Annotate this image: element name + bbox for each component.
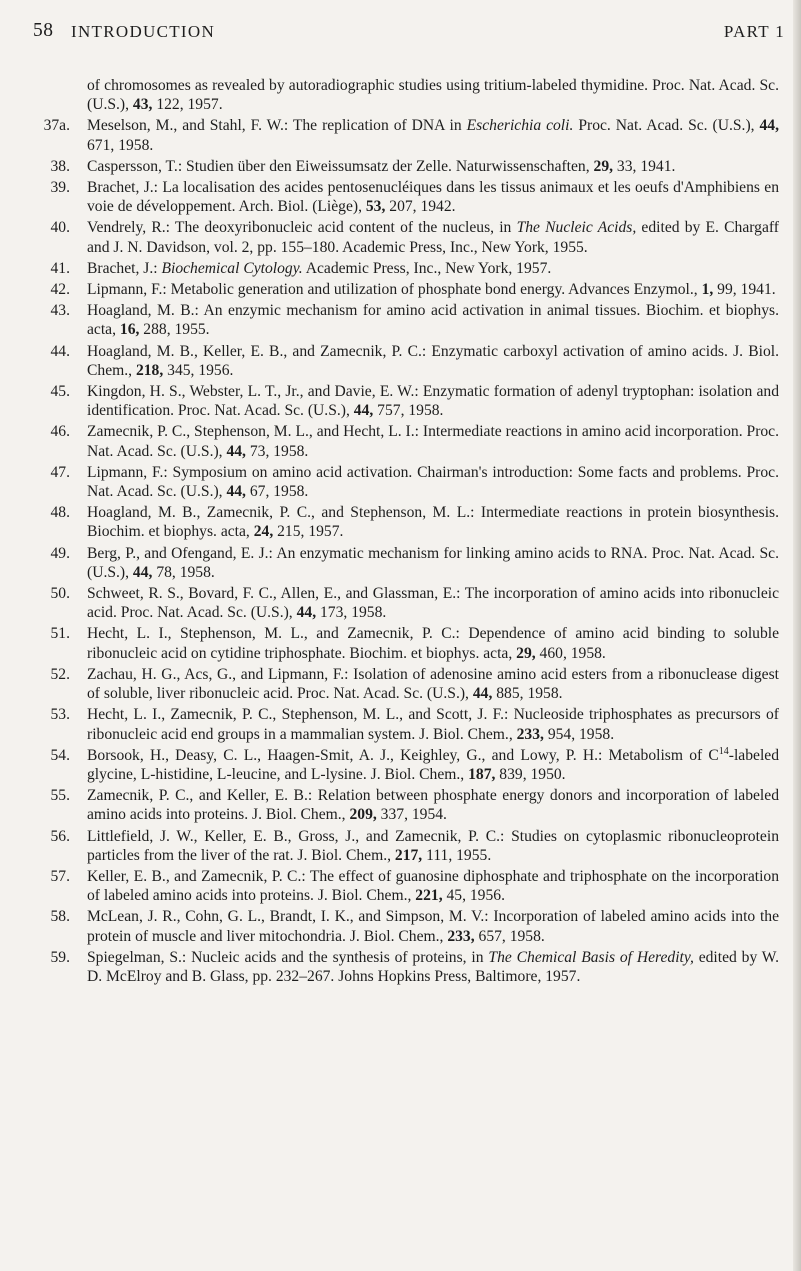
reference-text: Academic Press, Inc., New York, 1957. xyxy=(302,259,552,277)
reference-text: Zamecnik, P. C., and Keller, E. B.: Relation between phosphate energy donors and incorporation of labeled amino acids into proteins. J. Biol. Chem., xyxy=(87,787,779,824)
volume-number: 209, xyxy=(349,806,377,824)
reference-text: Brachet, J.: La localisation des acides pentosenucléiques dans les tissus animaux et les oeufs d'Amphibiens en voie de développement. Arch. Biol. (Liège), xyxy=(87,179,779,216)
reference-text: Meselson, M., and Stahl, F. W.: The replication of DNA in xyxy=(87,117,467,135)
reference-entry xyxy=(0,76,801,114)
reference-text: Spiegelman, S.: Nucleic acids and the synthesis of proteins, in xyxy=(87,948,489,966)
reference-entry xyxy=(0,301,801,339)
reference-number: 55. xyxy=(50,787,70,805)
volume-number: 44, xyxy=(226,483,246,501)
reference-text: 67, 1958. xyxy=(245,483,309,501)
reference-number: 47. xyxy=(50,463,70,481)
italic-title: The Chemical Basis of Heredity, xyxy=(488,948,694,966)
running-header xyxy=(33,20,789,50)
volume-number: 44, xyxy=(296,604,317,622)
reference-entry xyxy=(0,463,801,501)
reference-text: Zamecnik, P. C., Stephenson, M. L., and Hecht, L. I.: Intermediate reactions in amino acid incorporation. Proc. Nat. Acad. Sc. (U.S.), xyxy=(87,423,779,460)
reference-text: Hecht, L. I., Zamecnik, P. C., Stephenson, M. L., and Scott, J. F.: Nucleoside triphosphates as precursors of ribonucleic acid end groups in a mammalian system. J. Biol. Chem., xyxy=(87,706,779,743)
italic-title: Biochemical Cytology. xyxy=(161,259,303,277)
reference-entry xyxy=(0,867,801,905)
page-edge-shadow xyxy=(793,0,801,1271)
reference-entry xyxy=(0,584,801,622)
reference-entry xyxy=(0,786,801,824)
reference-entry xyxy=(0,907,801,945)
reference-text: 33, 1941. xyxy=(613,157,676,175)
reference-text: 207, 1942. xyxy=(385,198,456,216)
reference-text: 757, 1958. xyxy=(373,402,444,420)
reference-text: 885, 1958. xyxy=(492,685,563,703)
volume-number: 44, xyxy=(226,442,246,460)
reference-text: Vendrely, R.: The deoxyribonucleic acid content of the nucleus, in xyxy=(87,219,517,237)
reference-list xyxy=(0,76,801,986)
reference-entry xyxy=(0,422,801,460)
reference-entry xyxy=(0,665,801,703)
reference-text: Lipmann, F.: Symposium on amino acid activation. Chairman's introduction: Some facts and problems. Proc. Nat. Acad. Sc. (U.S.), xyxy=(87,463,779,501)
volume-number: 233, xyxy=(447,927,475,945)
reference-entry xyxy=(0,827,801,865)
reference-text: 14 xyxy=(718,745,729,757)
reference-text: 73, 1958. xyxy=(245,442,309,460)
reference-number: 39. xyxy=(50,179,70,197)
reference-text: Berg, P., and Ofengand, E. J.: An enzymatic mechanism for linking amino acids to RNA. Proc. Nat. Acad. Sc. (U.S.), xyxy=(87,544,779,581)
reference-text: Brachet, J.: xyxy=(87,259,162,277)
reference-number: 54. xyxy=(50,746,70,764)
reference-text: 839, 1950. xyxy=(495,765,566,783)
reference-number: 41. xyxy=(50,259,70,277)
reference-text: 215, 1957. xyxy=(273,523,344,541)
reference-number: 52. xyxy=(50,665,70,683)
reference-text: -labeled glycine, L-histidine, L-leucine, and L-lysine. J. Biol. Chem., xyxy=(87,746,779,783)
volume-number: 43, xyxy=(132,96,153,114)
reference-text: edited by W. D. McElroy and B. Glass, pp. 232–267. Johns Hopkins Press, Baltimore, 1957. xyxy=(87,948,779,985)
reference-number: 40. xyxy=(50,219,70,237)
reference-text: McLean, J. R., Cohn, G. L., Brandt, I. K., and Simpson, M. V.: Incorporation of labeled amino acids into the protein of muscle and liver mitochondria. J. Biol. Chem., xyxy=(87,908,779,945)
reference-entry xyxy=(0,259,801,278)
reference-text: Littlefield, J. W., Keller, E. B., Gross, J., and Zamecnik, P. C.: Studies on cytoplasmic ribonucleoprotein particles from the liver of the rat. J. Biol. Chem., xyxy=(87,827,779,864)
volume-number: 44, xyxy=(472,685,493,703)
reference-text: Hecht, L. I., Stephenson, M. L., and Zamecnik, P. C.: Dependence of amino acid binding to soluble ribonucleic acid on cytidine triphosphate. Biochim. et biophys. acta, xyxy=(87,625,779,662)
reference-text: 288, 1955. xyxy=(139,321,210,339)
reference-number: 43. xyxy=(50,302,70,320)
volume-number: 233, xyxy=(516,725,544,743)
reference-text: 460, 1958. xyxy=(535,644,606,662)
reference-text: Schweet, R. S., Bovard, F. C., Allen, E., and Glassman, E.: The incorporation of amino acids into ribonucleic acid. Proc. Nat. Acad. Sc. (U.S.), xyxy=(87,585,779,622)
volume-number: 221, xyxy=(415,887,443,905)
reference-text: 671, 1958. xyxy=(87,136,154,154)
reference-text: 45, 1956. xyxy=(442,887,505,905)
volume-number: 44, xyxy=(132,563,153,581)
reference-text: Lipmann, F.: Metabolic generation and utilization of phosphate bond energy. Advances Enzymol., xyxy=(87,281,702,299)
reference-number: 56. xyxy=(50,827,70,845)
reference-entry xyxy=(0,280,801,299)
reference-text: Keller, E. B., and Zamecnik, P. C.: The effect of guanosine diphosphate and triphosphate on the incorporation of labeled amino acids into proteins. J. Biol. Chem., xyxy=(87,867,779,905)
reference-number: 42. xyxy=(50,281,70,299)
reference-entry xyxy=(0,116,801,154)
italic-title: The Nucleic Acids, xyxy=(516,219,637,237)
reference-entry xyxy=(0,218,801,256)
reference-text: Hoagland, M. B., Keller, E. B., and Zamecnik, P. C.: Enzymatic carboxyl activation of amino acids. J. Biol. Chem., xyxy=(87,342,779,379)
reference-text: Zachau, H. G., Acs, G., and Lipmann, F.: Isolation of adenosine amino acid esters from a ribonuclease digest of soluble, liver ribonucleic acid. Proc. Nat. Acad. Sc. (U.S.), xyxy=(87,665,779,703)
reference-number: 48. xyxy=(50,504,70,522)
reference-number: 53. xyxy=(50,706,70,724)
reference-text: 78, 1958. xyxy=(152,563,215,581)
reference-entry xyxy=(0,342,801,380)
volume-number: 16, xyxy=(119,321,140,339)
reference-text: 173, 1958. xyxy=(316,604,387,622)
reference-entry xyxy=(0,948,801,986)
volume-number: 24, xyxy=(253,523,274,541)
reference-text: 954, 1958. xyxy=(543,725,615,743)
reference-text: of chromosomes as revealed by autoradiographic studies using tritium-labeled thymidine. Proc. Nat. Acad. Sc. (U.S.), xyxy=(87,77,779,114)
volume-number: 29, xyxy=(593,157,614,175)
volume-number: 1, xyxy=(701,281,714,299)
reference-number: 57. xyxy=(50,867,70,885)
reference-entry xyxy=(0,503,801,541)
volume-number: 53, xyxy=(365,198,386,216)
reference-number: 44. xyxy=(50,342,70,360)
volume-number: 187, xyxy=(468,765,496,783)
reference-entry xyxy=(0,746,801,784)
reference-number: 45. xyxy=(50,383,70,401)
running-title: INTRODUCTION xyxy=(71,22,216,41)
reference-text: 345, 1956. xyxy=(163,361,234,379)
reference-number: 50. xyxy=(50,585,70,603)
reference-entry xyxy=(0,178,801,216)
reference-entry xyxy=(0,624,801,662)
volume-number: 44, xyxy=(759,117,779,135)
volume-number: 44, xyxy=(353,402,374,420)
reference-text: Borsook, H., Deasy, C. L., Haagen-Smit, A. J., Keighley, G., and Lowy, P. H.: Metabolism of C xyxy=(87,746,719,764)
reference-text: Proc. Nat. Acad. Sc. (U.S.), xyxy=(573,117,760,135)
reference-entry xyxy=(0,705,801,743)
reference-number: 58. xyxy=(50,908,70,926)
reference-text: 122, 1957. xyxy=(152,96,223,114)
page-number: 58 xyxy=(33,20,54,41)
reference-number: 46. xyxy=(50,423,70,441)
volume-number: 217, xyxy=(394,846,423,864)
reference-text: Caspersson, T.: Studien über den Eiweissumsatz der Zelle. Naturwissenschaften, xyxy=(87,157,594,175)
reference-text: 657, 1958. xyxy=(474,927,545,945)
reference-entry xyxy=(0,157,801,176)
reference-number: 51. xyxy=(50,625,70,643)
reference-text: 99, 1941. xyxy=(713,281,776,299)
reference-number: 38. xyxy=(50,157,70,175)
volume-number: 29, xyxy=(516,644,536,662)
part-label: PART 1 xyxy=(723,22,785,41)
reference-entry xyxy=(0,544,801,582)
italic-title: Escherichia coli. xyxy=(466,117,574,135)
reference-text: 337, 1954. xyxy=(376,806,447,824)
reference-text: 111, 1955. xyxy=(422,846,492,864)
volume-number: 218, xyxy=(135,361,164,379)
reference-number: 37a. xyxy=(43,117,70,135)
reference-number: 59. xyxy=(50,948,70,966)
reference-text: Kingdon, H. S., Webster, L. T., Jr., and Davie, E. W.: Enzymatic formation of adenyl tryptophan: isolation and identification. Proc. Nat. Acad. Sc. (U.S.), xyxy=(87,383,779,420)
reference-number: 49. xyxy=(50,544,70,562)
reference-text: Hoagland, M. B.: An enzymic mechanism for amino acid activation in animal tissues. Biochim. et biophys. acta, xyxy=(87,302,779,339)
reference-entry xyxy=(0,382,801,420)
reference-text: edited by E. Chargaff and J. N. Davidson, vol. 2, pp. 155–180. Academic Press, Inc., New York, 1955. xyxy=(87,219,779,256)
reference-text: Hoagland, M. B., Zamecnik, P. C., and Stephenson, M. L.: Intermediate reactions in protein biosynthesis. Biochim. et biophys. acta, xyxy=(87,504,779,541)
